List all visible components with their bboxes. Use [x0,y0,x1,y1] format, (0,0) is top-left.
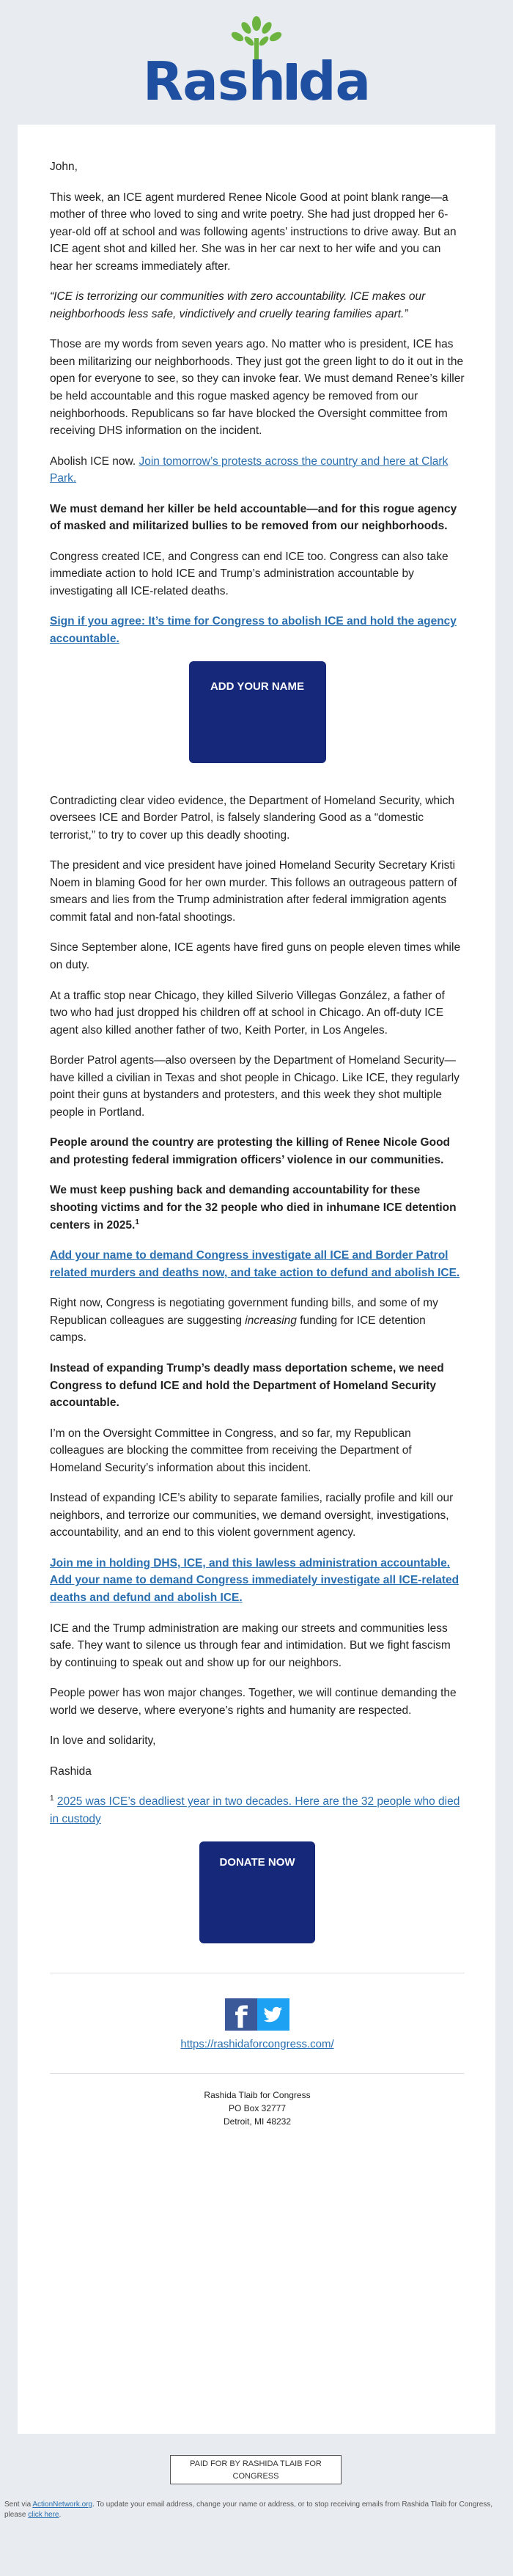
facebook-icon[interactable]: f [225,1998,257,2031]
add-your-name-button[interactable]: ADD YOUR NAME [189,661,326,763]
address-line: PO Box 32777 [228,2103,287,2114]
bold-paragraph: We must demand her killer be held accountable—and for this rogue agency of masked and militarized bullies to be removed from our neighborhoods. [50,502,457,533]
paragraph [50,1295,465,1347]
logo-i-stem [287,63,297,100]
website-link[interactable]: https://rashidaforcongress.com/ [180,2037,334,2050]
button-wrap [50,661,465,763]
unsubscribe-link[interactable]: click here [28,2511,59,2519]
address-line: Rashida Tlaib for Congress [204,2090,311,2101]
bold-paragraph [50,1182,465,1234]
mailing-address [50,2089,465,2128]
twitter-icon[interactable] [257,1998,289,2031]
paragraph: Those are my words from seven years ago. No matter who is president, ICE has been militarizing our neighborhoods. They just got the green light to do it out in the open for everyone to see, so they can invoke fear. We must demand Renee’s killer be held accountable and this rogue masked agency be removed from our neighborhoods. Republicans so far have blocked the Oversight committee from receiving DHS information on the incident. [50,338,465,438]
paragraph: Contradicting clear video evidence, the Department of Homeland Security, which oversees ICE and Border Patrol, is falsely slandering Good as a “domestic terrorist,” to try to cover up this deadly shooting. [50,794,454,842]
paragraph: The president and vice president have joined Homeland Security Secretary Kristi Noem in blaming Good for her own murder. This follows an outrageous pattern of smears and lies from the Trump administration after federal immigration agents commit fatal and non-fatal shootings. [50,859,457,924]
paragraph: Since September alone, ICE agents have fired guns on people eleven times while on duty. [50,941,461,971]
investigate-link[interactable]: Add your name to demand Congress investigate all ICE and Border Patrol related murders and deaths now, and take action to defund and abolish ICE. [50,1249,460,1279]
paragraph-text: funding for ICE detention camps. [50,1314,426,1344]
footnote-number: 1 [50,1795,54,1803]
paragraph: ICE and the Trump administration are making our streets and communities less safe. They want to silence us through fear and intimidation. But we fight fascism by continuing to speak out and show up for our neighbors. [50,1622,451,1669]
paragraph: I’m on the Oversight Committee in Congress, and so far, my Republican colleagues are blocking the committee from receiving the Department of Homeland Security’s information about this incident. [50,1427,412,1474]
paragraph-text: Right now, Congress is negotiating government funding bills, and some of my Republican colleagues are suggesting [50,1297,438,1327]
email-header [0,0,513,125]
website-link-wrap [50,2036,465,2053]
paragraph: Instead of expanding ICE’s ability to separate families, racially profile and kill our neighbors, and terrorize our communities, we demand oversight, investigations, accountability, and an end to this violent government agency. [50,1492,454,1539]
paragraph-text: Abolish ICE now. [50,455,139,468]
disclaimer-text: . [59,2511,62,2519]
donate-now-button[interactable]: DONATE NOW [199,1841,315,1943]
actionnetwork-link[interactable]: ActionNetwork.org [32,2500,93,2509]
paragraph [50,453,465,487]
hold-accountable-link[interactable]: Join me in holding DHS, ICE, and this lawless administration accountable. Add your name to demand Congress immediately investigate all ICE-related deaths and defund and abolish ICE. [50,1556,460,1604]
campaign-logo[interactable] [0,16,513,112]
bold-paragraph: Instead of expanding Trump’s deadly mass deportation scheme, we need Congress to defund ICE and hold the Department of Homeland Security accountable. [50,1361,444,1410]
paragraph: This week, an ICE agent murdered Renee Nicole Good at point blank range—a mother of three who loved to sing and write poetry. She had just dropped her 6-year-old off at school and was following agents' instructions to drive away. But an ICE agent shot and killed her. She was in her car next to her wife and you can hear her screams immediately after. [50,191,457,273]
signature: Rashida [50,1764,92,1778]
logo-wordmark: Rash da [142,51,371,112]
protest-link[interactable]: Join tomorrow’s protests across the country and here at Clark Park. [50,455,449,485]
email-content [18,125,495,2128]
paragraph-text: We must keep pushing back and demanding accountability for these shooting victims and for the 32 people who died in inhumane ICE detention centers in 2025. [50,1184,457,1232]
social-links [50,1998,465,2035]
greeting: John, [50,161,78,173]
cta-paragraph [50,613,465,647]
paid-for-disclaimer: PAID FOR BY RASHIDA TLAIB FOR CONGRESS [170,2455,342,2484]
divider [50,2073,465,2074]
paragraph: People power has won major changes. Together, we will continue demanding the world we deserve, where everyone’s rights and humanity are respected. [50,1687,457,1717]
footnote-link[interactable]: 2025 was ICE’s deadliest year in two decades. Here are the 32 people who died in custody [50,1795,460,1826]
paragraph: Congress created ICE, and Congress can end ICE too. Congress can also take immediate action to hold ICE and Trump’s administration accountable by investigating all ICE-related deaths. [50,550,449,597]
emphasis-text: increasing [245,1314,297,1327]
footnote [50,1793,465,1828]
email-body-card [18,125,495,2434]
cta-paragraph [50,1555,465,1607]
unsubscribe-disclaimer [4,2500,510,2520]
footnote-marker: 1 [135,1218,139,1226]
disclaimer-text: . To update your email address, change your name or address, or to stop receiving emails from Rashida Tlaib for Congress, please [4,2500,493,2519]
paragraph: Border Patrol agents—also overseen by the Department of Homeland Security—have killed a civilian in Texas and shot people in Chicago. Like ICE, they regularly point their guns at bystanders and protesters, and this week they shot multiple people in Portland. [50,1054,460,1119]
button-wrap [50,1841,465,1943]
signoff: In love and solidarity, [50,1734,156,1748]
disclaimer-text: Sent via [4,2500,33,2509]
quote: “ICE is terrorizing our communities with zero accountability. ICE makes our neighborhoods less safe, vindictively and cruelly tearing families apart.” [50,290,426,320]
twitter-bird-icon [257,1998,289,2031]
sign-petition-link[interactable]: Sign if you agree: It’s time for Congress to abolish ICE and hold the agency accountable. [50,615,457,646]
cta-paragraph [50,1247,465,1281]
bold-paragraph: People around the country are protesting the killing of Renee Nicole Good and protesting federal immigration officers’ violence in our communities. [50,1136,451,1166]
address-line: Detroit, MI 48232 [223,2116,292,2127]
paragraph: At a traffic stop near Chicago, they killed Silverio Villegas González, a father of two who had just dropped his children off at school in Chicago. An off-duty ICE agent also killed another father of two, Keith Porter, in Los Angeles. [50,989,445,1037]
